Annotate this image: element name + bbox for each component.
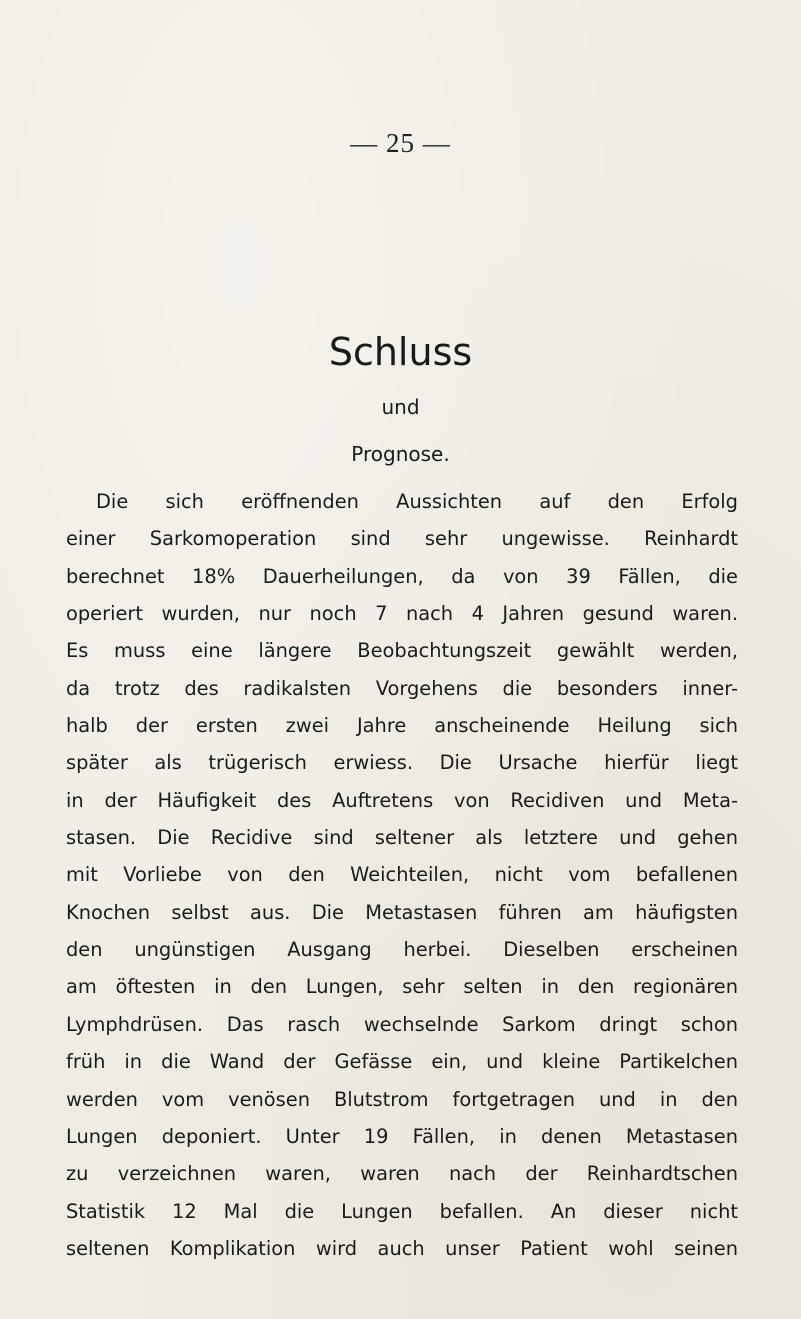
section-subtitle: Prognose. (351, 442, 450, 466)
section-title: Schluss (328, 330, 473, 374)
body-line: einer Sarkomoperation sind sehr ungewisse. Reinhardt (66, 527, 738, 551)
body-line: Es muss eine längere Beobachtungszeit gewählt werden, (66, 639, 738, 663)
body-line: halb der ersten zwei Jahre anscheinende Heilung sich (66, 714, 738, 738)
body-line: später als trügerisch erwiess. Die Ursache hierfür liegt (66, 751, 738, 775)
body-line: da trotz des radikalsten Vorgehens die besonders inner- (66, 676, 738, 700)
body-line: am öftesten in den Lungen, sehr selten in den regionären (66, 975, 738, 999)
body-line: Die sich eröffnenden Aussichten auf den Erfolg (96, 490, 738, 513)
section-title-connector: und (381, 395, 420, 419)
body-line: Statistik 12 Mal die Lungen befallen. An dieser nicht (66, 1199, 738, 1223)
body-line: früh in die Wand der Gefässe ein, und kleine Partikelchen (66, 1050, 738, 1074)
body-line: Knochen selbst aus. Die Metastasen führen am häufigsten (66, 900, 738, 924)
body-line: zu verzeichnen waren, waren nach der Reinhardtschen (66, 1162, 738, 1186)
body-line: Lungen deponiert. Unter 19 Fällen, in denen Metastasen (66, 1124, 738, 1148)
body-line: in der Häufigkeit des Auftretens von Recidiven und Meta- (66, 788, 738, 812)
body-line: Lymphdrüsen. Das rasch wechselnde Sarkom dringt schon (66, 1012, 738, 1036)
body-text (66, 483, 738, 1267)
body-line: den ungünstigen Ausgang herbei. Dieselben erscheinen (66, 938, 738, 962)
body-line: operiert wurden, nur noch 7 nach 4 Jahren gesund waren. (66, 602, 738, 626)
page-number: — 25 — (350, 128, 451, 158)
body-line: berechnet 18% Dauerheilungen, da von 39 Fällen, die (66, 564, 738, 588)
body-line: werden vom venösen Blutstrom fortgetragen und in den (66, 1087, 738, 1111)
body-line: seltenen Komplikation wird auch unser Patient wohl seinen (66, 1236, 738, 1260)
body-line: stasen. Die Recidive sind seltener als letztere und gehen (66, 826, 738, 850)
body-line: mit Vorliebe von den Weichteilen, nicht vom befallenen (66, 863, 738, 887)
